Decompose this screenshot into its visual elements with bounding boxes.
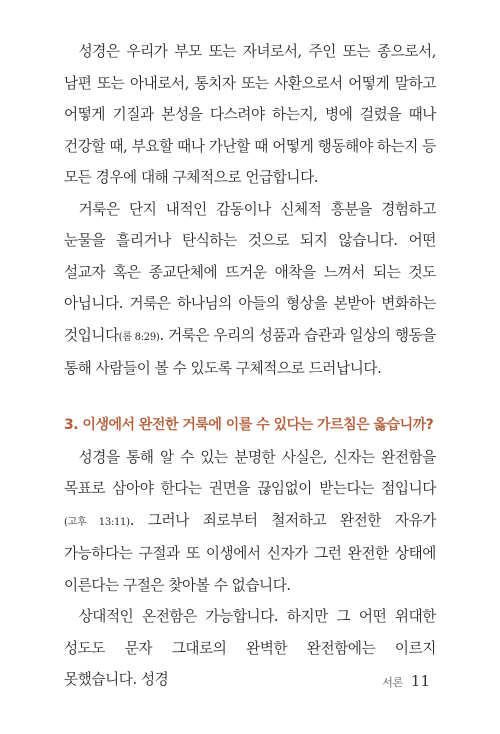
paragraph-text: 거룩은 단지 내적인 감동이나 신체적 흥분을 경험하고 눈물을 흘리거나 탄식하는 것으로 되지 않습니다. 어떤 설교자 혹은 종교단체에 뜨거운 애착을 느껴서 되는 것도 아닙니다. 거룩은 하나님의 아들의 형상을 본받아 변화하는 것입니다 xyxy=(64,200,436,344)
paragraph-text: 성경은 우리가 부모 또는 자녀로서, 주인 또는 종으로서, 남편 또는 아내로서, 통치자 또는 사환으로서 어떻게 말하고 어떻게 기질과 본성을 다스려야 하는지, 병에 걸렸을 때나 건강할 때, 부요할 때나 가난할 때 어떻게 행동해야 하는지 등 모든 경우에 대해 구체적으로 언급합니다. xyxy=(64,43,436,186)
paragraph-holiness-definition xyxy=(64,194,436,385)
scripture-citation: (롬 8:29) xyxy=(118,331,160,343)
page-body xyxy=(64,36,436,696)
paragraph-perfection-goal xyxy=(64,442,436,602)
page-number: 11 xyxy=(410,672,430,690)
paragraph-text-continued: . 그러나 죄로부터 철저하고 완전한 자유가 가능하다는 구절과 또 이생에서 신자가 그런 완전한 상태에 이른다는 구절은 찾아볼 수 없습니다. xyxy=(64,511,436,594)
paragraph-scripture-guidance xyxy=(64,36,436,194)
scripture-citation: (고후 13:11) xyxy=(64,516,130,528)
section-heading: 3. 이생에서 완전한 거룩에 이를 수 있다는 가르침은 옳습니까? xyxy=(64,416,434,433)
paragraph-relative-perfection xyxy=(64,601,436,696)
paragraph-text: 상대적인 온전함은 가능합니다. 하지만 그 어떤 위대한 성도도 문자 그대로의 완벽한 완전함에는 이르지 못했습니다. 성경 xyxy=(64,608,436,688)
page-footer xyxy=(382,672,430,690)
running-footer-section: 서론 xyxy=(382,676,403,689)
paragraph-text-continued: . 거룩은 우리의 성품과 습관과 일상의 행동을 통해 사람들이 볼 수 있도록 구체적으로 드러납니다. xyxy=(64,326,437,377)
paragraph-text: 성경을 통해 알 수 있는 분명한 사실은, 신자는 완전함을 목표로 삼아야 한다는 권면을 끊임없이 받는다는 점입니다 xyxy=(64,448,436,497)
